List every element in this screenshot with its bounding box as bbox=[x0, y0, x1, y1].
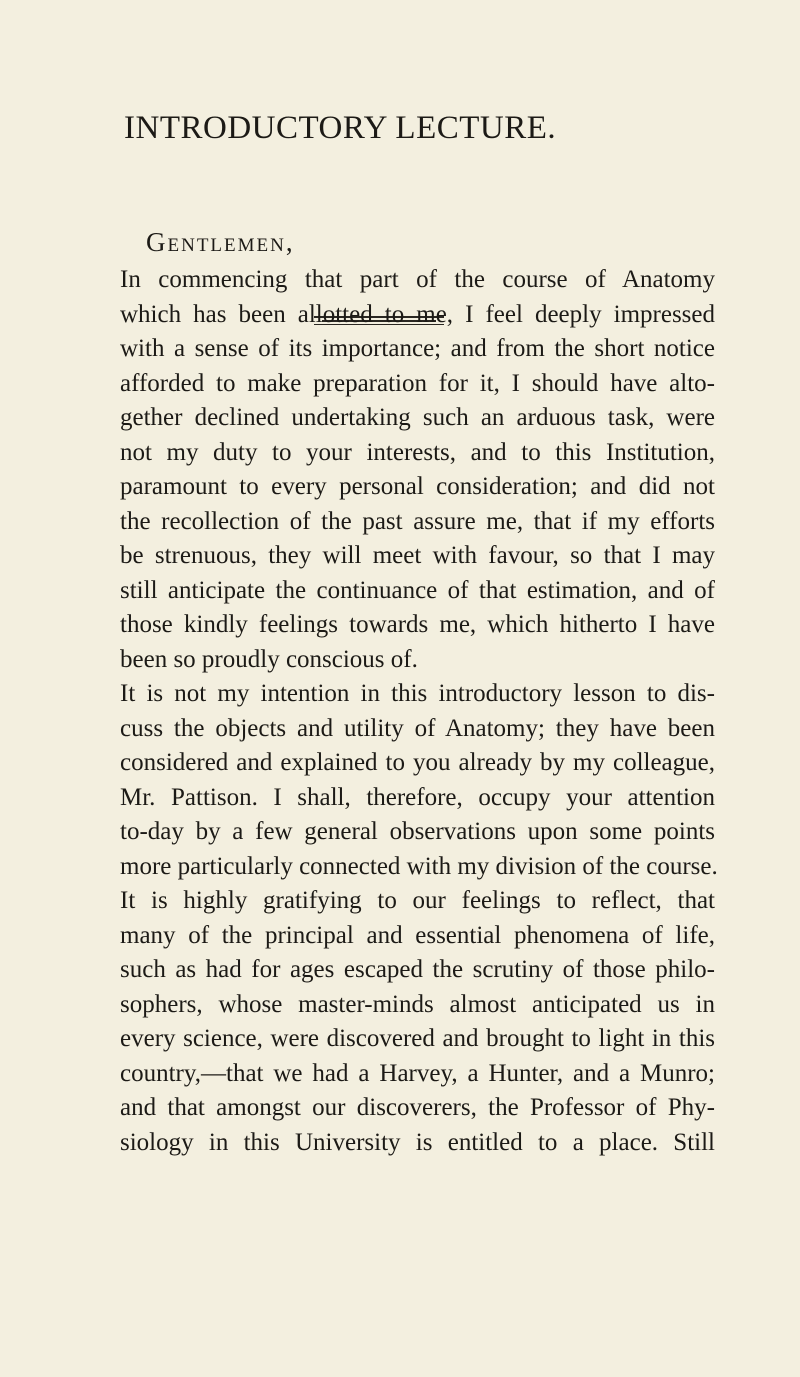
text-line: considered and explained to you already by my colleague, bbox=[120, 749, 715, 776]
text-line: paramount to every personal consideration; and did not bbox=[120, 473, 715, 500]
text-line: afforded to make preparation for it, I should have alto- bbox=[120, 369, 715, 397]
text-line: and that amongst our discoverers, the Professor of Phy- bbox=[120, 1094, 715, 1121]
text-line: with a sense of its importance; and from the short notice bbox=[120, 335, 715, 362]
text-line: been so proudly conscious of. bbox=[120, 645, 418, 673]
text-line: gether declined undertaking such an arduous task, were bbox=[120, 404, 715, 431]
text-line: country,—that we had a Harvey, a Hunter, and a Munro; bbox=[120, 1059, 715, 1087]
text-line: still anticipate the continuance of that estimation, and of bbox=[120, 576, 715, 604]
text-line: It is highly gratifying to our feelings to reflect, that bbox=[120, 887, 715, 914]
text-line: cuss the objects and utility of Anatomy; they have been bbox=[120, 714, 715, 742]
text-line: many of the principal and essential phenomena of life, bbox=[120, 921, 715, 949]
text-line: In commencing that part of the course of Anatomy bbox=[120, 266, 715, 293]
text-line: to-day by a few general observations upon some points bbox=[120, 818, 715, 845]
text-line: sophers, whose master-minds almost anticipated us in bbox=[120, 990, 715, 1018]
text-line: siology in this University is entitled to a place. Still bbox=[120, 1128, 715, 1156]
text-line: be strenuous, they will meet with favour, so that I may bbox=[120, 542, 715, 569]
text-line: which has been allotted to me, I feel deeply impressed bbox=[120, 300, 715, 328]
text-line: not my duty to your interests, and to this Institution, bbox=[120, 438, 715, 466]
text-line: more particularly connected with my division of the course. bbox=[120, 852, 718, 880]
text-line: the recollection of the past assure me, that if my efforts bbox=[120, 507, 715, 535]
text-line: those kindly feelings towards me, which hitherto I have bbox=[120, 611, 715, 638]
lecture-body bbox=[120, 263, 718, 1160]
text-line: It is not my intention in this introductory lesson to dis- bbox=[120, 680, 715, 707]
text-line: Mr. Pattison. I shall, therefore, occupy your attention bbox=[120, 783, 715, 811]
text-line: every science, were discovered and brought to light in this bbox=[120, 1025, 715, 1052]
page-title: INTRODUCTORY LECTURE. bbox=[124, 110, 557, 147]
salutation: Gentlemen, bbox=[146, 227, 295, 257]
text-line: such as had for ages escaped the scrutiny of those philo- bbox=[120, 956, 715, 983]
